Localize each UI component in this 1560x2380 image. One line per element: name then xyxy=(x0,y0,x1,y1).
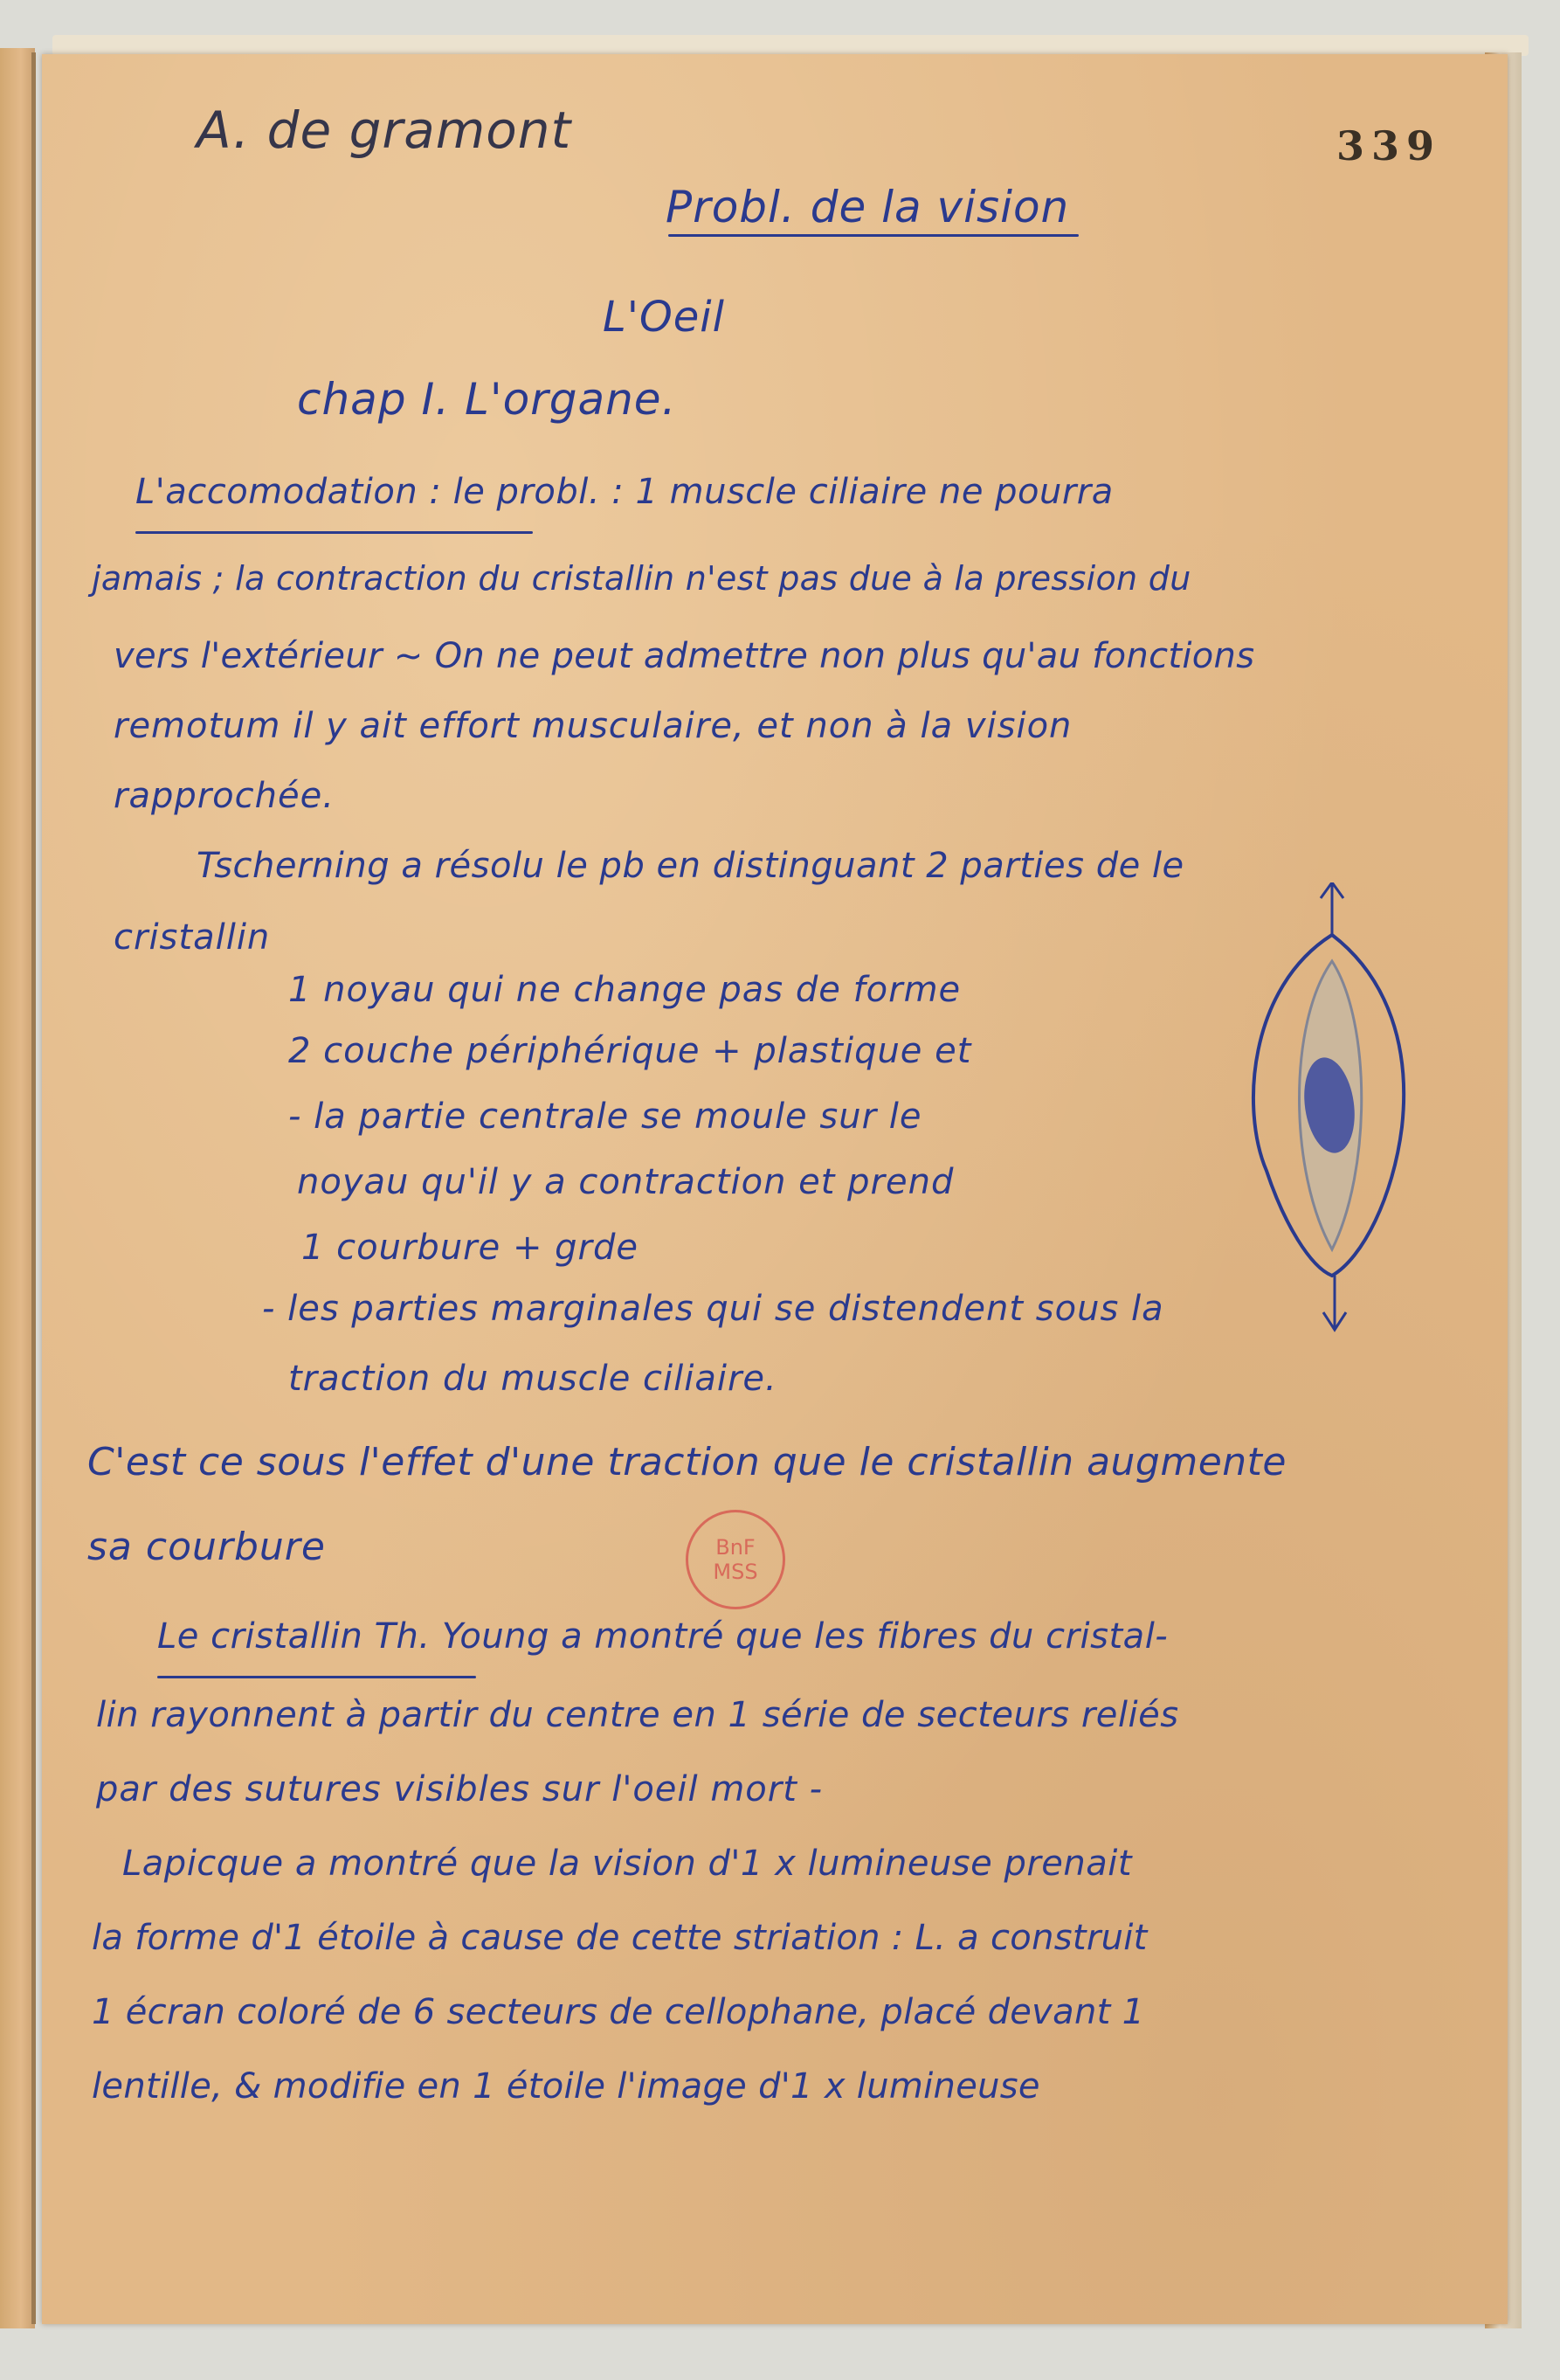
binding-gutter xyxy=(31,52,36,2324)
text-line: C'est ce sous l'effet d'une traction que le cristallin augmente xyxy=(87,1440,1287,1484)
text-line: rapprochée. xyxy=(114,776,335,816)
page-stack-top xyxy=(52,35,1529,56)
page-title: Probl. de la vision xyxy=(666,182,1070,232)
text-line: jamais ; la contraction du cristallin n'est pas due à la pression du xyxy=(92,559,1191,598)
title-underline xyxy=(668,234,1079,237)
stamp-line-2: MSS xyxy=(713,1560,758,1584)
text-line: vers l'extérieur ~ On ne peut admettre non plus qu'au fonctions xyxy=(114,636,1255,676)
chapter-heading: chap I. L'organe. xyxy=(297,374,677,425)
heading-underline xyxy=(135,531,533,534)
text-line: Lapicque a montré que la vision d'1 x lumineuse prenait xyxy=(122,1844,1133,1884)
author-name: A. de gramont xyxy=(197,100,572,160)
lens-sketch xyxy=(1240,882,1415,1337)
list-item: - la partie centrale se moule sur le xyxy=(288,1097,922,1137)
list-item: 1 courbure + grde xyxy=(301,1228,639,1268)
text-line: lin rayonnent à partir du centre en 1 série de secteurs reliés xyxy=(96,1695,1179,1735)
text-line: cristallin xyxy=(114,917,271,958)
list-item: - les parties marginales qui se distendent sous la xyxy=(262,1289,1164,1329)
list-item: 2 couche périphérique + plastique et xyxy=(288,1031,972,1071)
page-number: 339 xyxy=(1336,122,1442,170)
text-line: L'accomodation : le probl. : 1 muscle ciliaire ne pourra xyxy=(135,472,1114,512)
text-line: la forme d'1 étoile à cause de cette striation : L. a construit xyxy=(92,1918,1148,1958)
text-line: sa courbure xyxy=(87,1525,326,1569)
facing-page-edge xyxy=(0,48,35,2328)
list-item: noyau qu'il y a contraction et prend xyxy=(297,1162,955,1202)
heading-underline xyxy=(157,1676,476,1678)
subtitle: L'Oeil xyxy=(603,293,725,342)
text-line: remotum il y ait effort musculaire, et non à la vision xyxy=(114,706,1073,746)
text-line: lentille, & modifie en 1 étoile l'image d'1 x lumineuse xyxy=(92,2066,1040,2107)
text-line: 1 écran coloré de 6 secteurs de cellophane, placé devant 1 xyxy=(92,1992,1145,2032)
text-line: Tscherning a résolu le pb en distinguant 2 parties de le xyxy=(197,846,1184,886)
library-stamp xyxy=(686,1510,785,1609)
text-line: par des sutures visibles sur l'oeil mort - xyxy=(96,1769,824,1809)
text-line: Le cristallin Th. Young a montré que les fibres du cristal- xyxy=(157,1616,1169,1657)
list-item: 1 noyau qui ne change pas de forme xyxy=(288,970,962,1010)
stamp-line-1: BnF xyxy=(715,1535,756,1560)
list-item: traction du muscle ciliaire. xyxy=(288,1359,777,1399)
